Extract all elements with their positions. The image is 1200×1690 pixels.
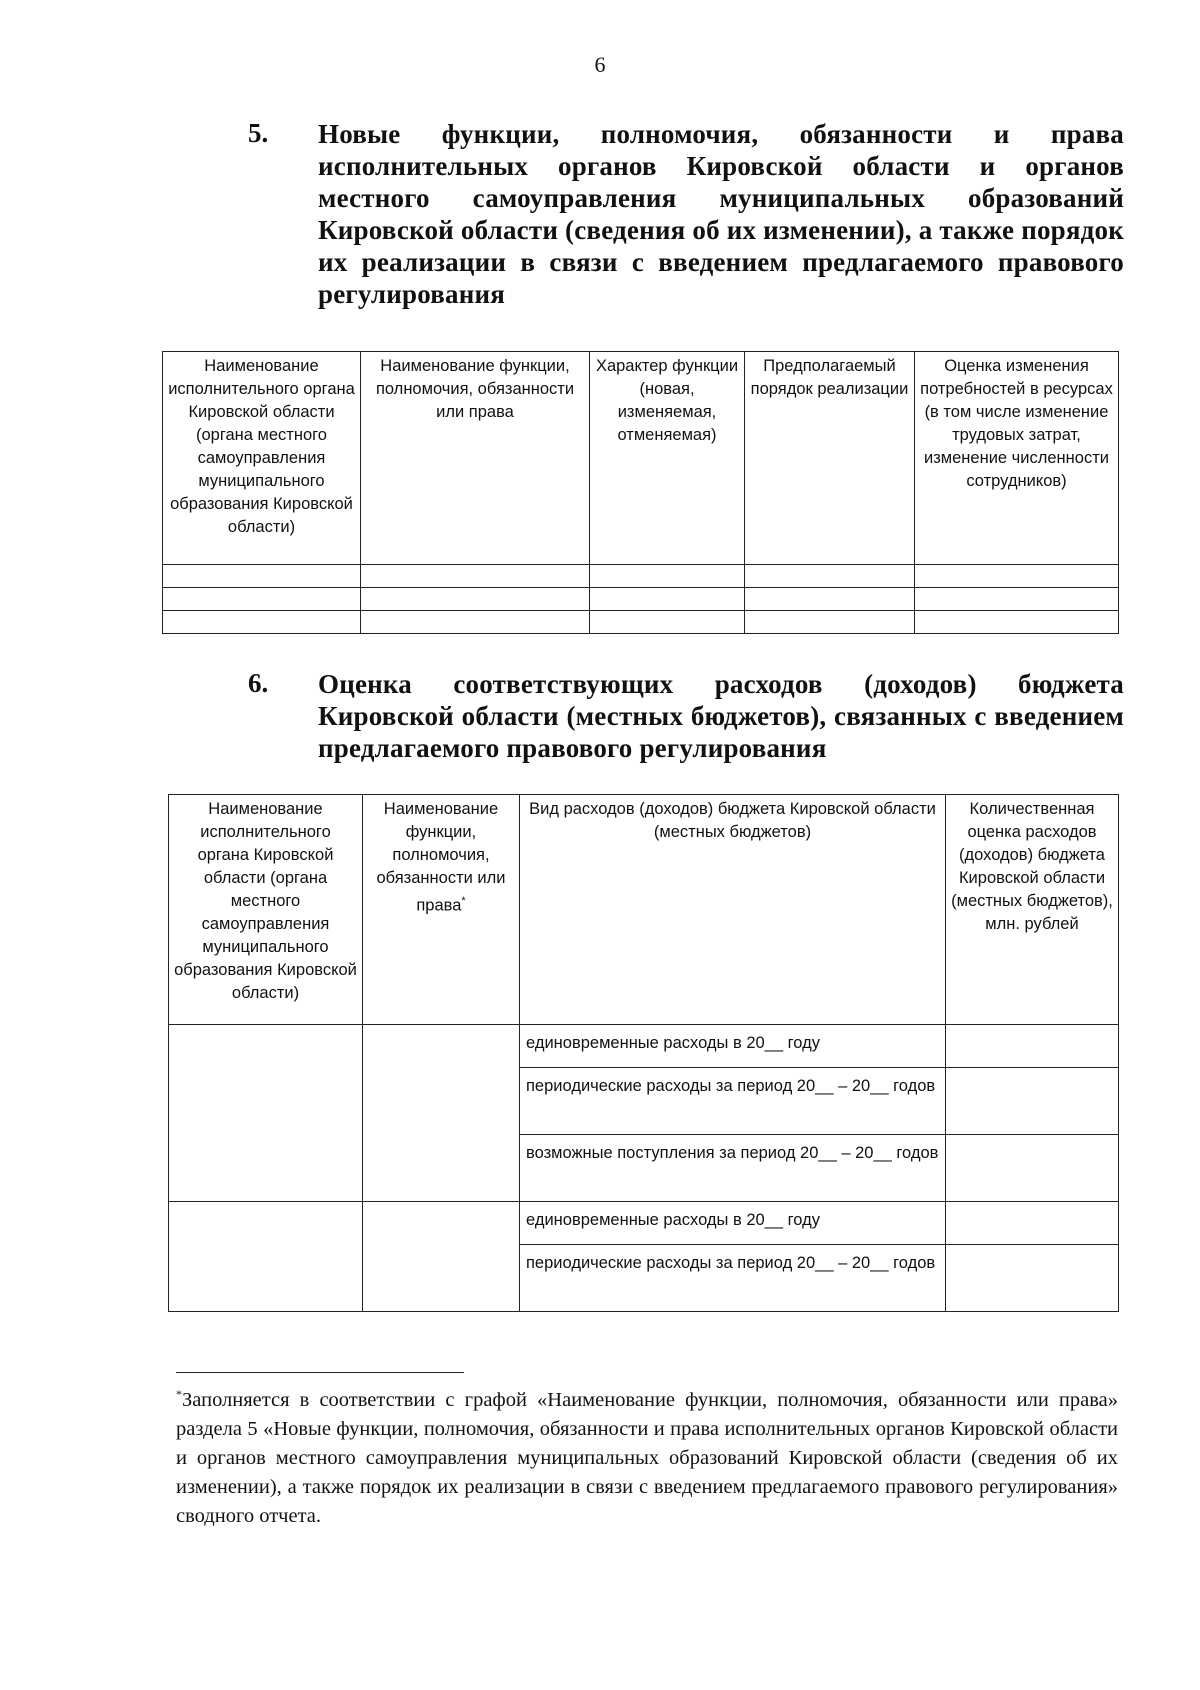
section-6-number: 6.: [248, 668, 269, 698]
table-header-row: [163, 352, 1119, 565]
footnote-divider: [176, 1372, 464, 1373]
section-6-heading: [248, 668, 1124, 778]
header-cell-resources: Оценка изменения потребностей в ресурсах (в том числе изменение трудовых затрат, изменение численности сотрудников): [915, 352, 1119, 565]
page-number: 6: [594, 52, 606, 77]
header-cell-authority: Наименование исполнительного органа Кировской области (органа местного самоуправления муниципального образования Кировской области): [169, 795, 363, 1025]
section-6-table: [168, 794, 1119, 1312]
header-cell-procedure: Предполагаемый порядок реализации: [745, 352, 915, 565]
table-row: [163, 565, 1119, 588]
header-cell-function: Наименование функции, полномочия, обязанности или права: [361, 352, 590, 565]
header-cell-amount: Количественная оценка расходов (доходов) бюджета Кировской области (местных бюджетов), млн. рублей: [946, 795, 1119, 1025]
expense-type-cell: единовременные расходы в 20__ году: [520, 1202, 946, 1245]
footnote-mark: *: [461, 895, 466, 907]
authority-cell: [169, 1202, 363, 1312]
footnote-text: Заполняется в соответствии с графой «Наименование функции, полномочия, обязанности или права» раздела 5 «Новые функции, полномочия, обязанности и права исполнительных органов Кировской области и органов местного самоуправления муниципальных образований Кировской области (сведения об их изменении), а также порядок их реализации в связи с введением предлагаемого правового регулирования» сводного отчета.: [176, 1388, 1118, 1527]
amount-cell: [946, 1025, 1119, 1068]
header-cell-character: Характер функции (новая, изменяемая, отменяемая): [590, 352, 745, 565]
amount-cell: [946, 1202, 1119, 1245]
section-5-title: Новые функции, полномочия, обязанности и права исполнительных органов Кировской области и органов местного самоуправления муниципальных образований Кировской области (сведения об их изменении), а также порядок их реализации в связи с введением предлагаемого правового регулирования: [318, 119, 1124, 309]
expense-type-cell: периодические расходы за период 20__ – 20__ годов: [520, 1245, 946, 1312]
expense-type-cell: периодические расходы за период 20__ – 20__ годов: [520, 1068, 946, 1135]
header-function-label: Наименование функции, полномочия, обязанности или права: [376, 800, 506, 915]
table-row: [169, 1202, 1119, 1245]
section-5-table: [162, 351, 1119, 634]
footnote: [176, 1380, 1118, 1531]
authority-cell: [169, 1025, 363, 1202]
footnote-mark: *: [176, 1387, 182, 1401]
header-cell-authority: Наименование исполнительного органа Кировской области (органа местного самоуправления муниципального образования Кировской области): [163, 352, 361, 565]
amount-cell: [946, 1068, 1119, 1135]
header-cell-type: Вид расходов (доходов) бюджета Кировской области (местных бюджетов): [520, 795, 946, 1025]
table-row: [163, 611, 1119, 634]
table-row: [163, 588, 1119, 611]
section-5-number: 5.: [248, 118, 269, 148]
amount-cell: [946, 1245, 1119, 1312]
header-cell-function: [363, 795, 520, 1025]
function-cell: [363, 1202, 520, 1312]
section-6-title: Оценка соответствующих расходов (доходов) бюджета Кировской области (местных бюджетов), связанных с введением предлагаемого правового регулирования: [318, 669, 1124, 763]
table-row: [169, 1025, 1119, 1068]
table-header-row: [169, 795, 1119, 1025]
section-5-heading: [248, 118, 1124, 318]
function-cell: [363, 1025, 520, 1202]
expense-type-cell: возможные поступления за период 20__ – 20__ годов: [520, 1135, 946, 1202]
expense-type-cell: единовременные расходы в 20__ году: [520, 1025, 946, 1068]
amount-cell: [946, 1135, 1119, 1202]
